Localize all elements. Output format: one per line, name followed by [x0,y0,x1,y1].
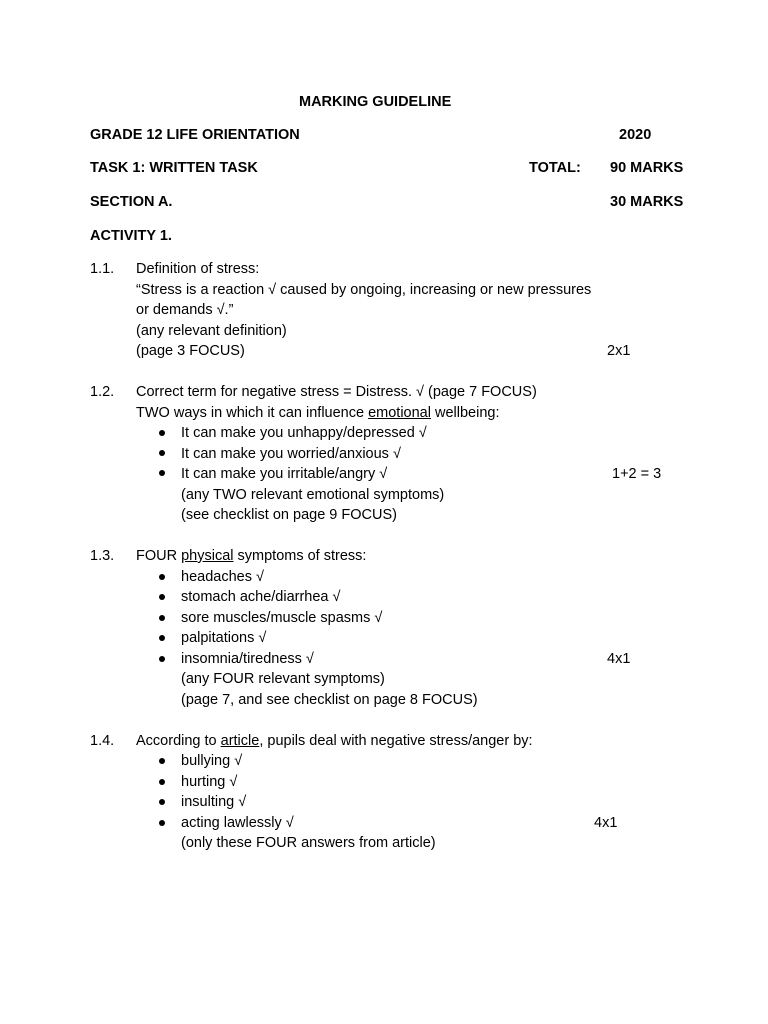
answer-line [136,733,533,749]
answer-line [136,405,499,421]
text-segment: TWO ways in which it can influence [136,405,369,421]
bullet-icon [159,574,165,580]
bullet-item: It can make you unhappy/depressed √ [181,425,427,441]
bullet-item: sore muscles/muscle spasms √ [181,610,383,626]
note-line: (only these FOUR answers from article) [181,835,436,851]
bullet-icon [159,470,165,476]
bullet-item: bullying √ [181,753,243,769]
question-number: 1.3. [90,548,115,564]
bullet-icon [159,450,165,456]
note-line: (any TWO relevant emotional symptoms) [181,487,445,503]
question-number: 1.1. [90,261,115,277]
bullet-item: It can make you irritable/angry √ [181,466,388,482]
bullet-icon [159,799,165,805]
mark-allocation: 4x1 [594,815,618,831]
answer-line: “Stress is a reaction √ caused by ongoing, increasing or new pressures [136,282,592,298]
bullet-item: insulting √ [181,794,247,810]
note-line: (see checklist on page 9 FOCUS) [181,507,397,523]
year-label: 2020 [619,127,652,143]
mark-allocation: 1+2 = 3 [612,466,662,482]
bullet-item: stomach ache/diarrhea √ [181,589,341,605]
bullet-icon [159,820,165,826]
bullet-item: palpitations √ [181,630,267,646]
bullet-item: insomnia/tiredness √ [181,651,314,667]
document-title: MARKING GUIDELINE [299,94,452,110]
note-line: (page 7, and see checklist on page 8 FOCUS) [181,692,478,708]
bullet-item: headaches √ [181,569,264,585]
bullet-icon [159,615,165,621]
bullet-icon [159,635,165,641]
total-marks: 90 MARKS [610,160,684,176]
bullet-icon [159,656,165,662]
answer-line: (page 3 FOCUS) [136,343,245,359]
bullet-icon [159,758,165,764]
mark-allocation: 2x1 [607,343,631,359]
answer-line: (any relevant definition) [136,323,287,339]
section-heading: SECTION A. [90,194,173,210]
text-segment: FOUR [136,548,182,564]
bullet-item: It can make you worried/anxious √ [181,446,401,462]
note-line: (any FOUR relevant symptoms) [181,671,385,687]
bullet-icon [159,779,165,785]
bullet-item: hurting √ [181,774,238,790]
text-segment: , pupils deal with negative stress/anger by: [259,733,533,749]
task-heading: TASK 1: WRITTEN TASK [90,160,258,176]
text-segment: wellbeing: [430,405,500,421]
bullet-icon [159,594,165,600]
answer-line: or demands √.” [136,302,234,318]
mark-allocation: 4x1 [607,651,631,667]
total-label: TOTAL: [529,160,581,176]
activity-heading: ACTIVITY 1. [90,228,172,244]
underlined-term: emotional [368,405,431,421]
underlined-term: article [220,733,260,749]
bullet-item: acting lawlessly √ [181,815,294,831]
answer-line: Correct term for negative stress = Distress. √ (page 7 FOCUS) [136,384,537,400]
text-segment: According to [136,733,221,749]
subject-heading: GRADE 12 LIFE ORIENTATION [90,127,300,143]
bullet-icon [159,430,165,436]
question-number: 1.2. [90,384,115,400]
section-marks: 30 MARKS [610,194,684,210]
question-number: 1.4. [90,733,115,749]
answer-line: Definition of stress: [136,261,260,277]
underlined-term: physical [181,548,234,564]
text-segment: symptoms of stress: [233,548,367,564]
answer-line [136,548,366,564]
